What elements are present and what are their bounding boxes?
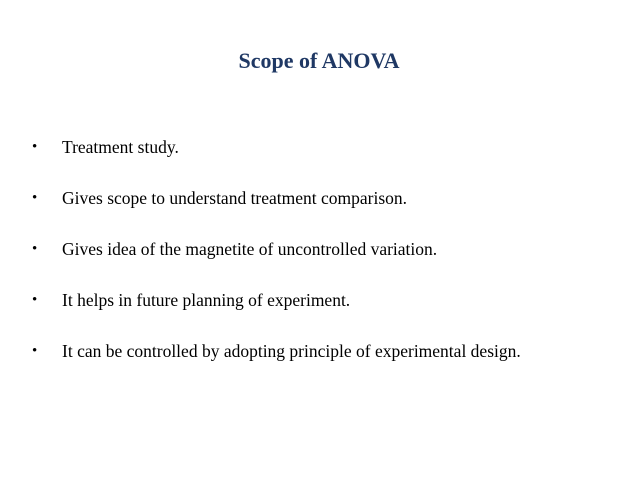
bullet-text: Gives scope to understand treatment comparison. [62,188,408,208]
list-item [30,240,605,259]
bullet-point-icon: • [32,241,38,257]
list-item [30,138,605,157]
bullet-text: Treatment study. [62,137,179,157]
bullet-text: It helps in future planning of experiment. [62,290,351,310]
bullet-point-icon: • [32,190,38,206]
bullet-point-icon: • [32,292,38,308]
bullet-point-icon: • [32,139,38,155]
list-item [30,291,605,310]
slide-title: Scope of ANOVA [238,48,400,73]
bullet-text: Gives idea of the magnetite of uncontrolled variation. [62,239,438,259]
bullet-text: It can be controlled by adopting principle of experimental design. [62,341,521,361]
bullet-point-icon: • [32,343,38,359]
list-item [30,189,605,208]
list-item [30,342,605,361]
bullet-list [30,138,605,393]
